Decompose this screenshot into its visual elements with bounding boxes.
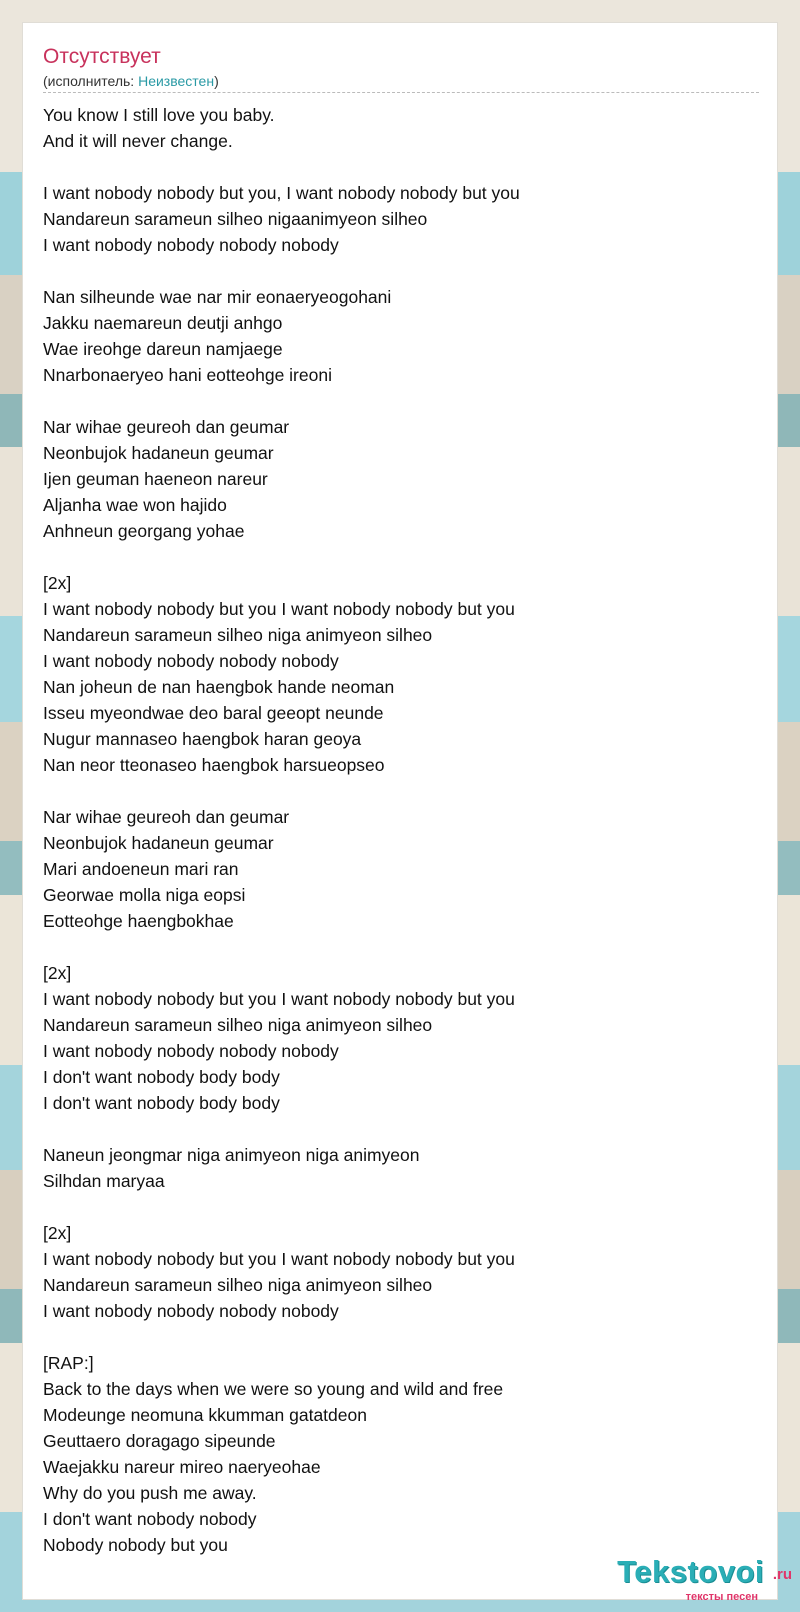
lyric-line: I don't want nobody body body: [43, 1067, 280, 1087]
lyric-blank-line: [43, 544, 763, 570]
artist-prefix: (исполнитель:: [43, 73, 139, 89]
lyrics-card: [22, 22, 778, 1600]
lyric-line: I want nobody nobody but you I want nobody nobody but you: [43, 599, 515, 619]
lyric-line: I want nobody nobody but you I want nobody nobody but you: [43, 1249, 515, 1269]
lyric-line: And it will never change.: [43, 131, 233, 151]
lyric-line: [2x]: [43, 573, 72, 593]
lyric-line: [RAP:]: [43, 1353, 94, 1373]
song-title: Отсутствует: [43, 45, 161, 68]
lyric-line: Nugur mannaseo haengbok haran geoya: [43, 729, 362, 749]
lyric-line: I don't want nobody nobody: [43, 1509, 257, 1529]
lyric-line: I want nobody nobody nobody nobody: [43, 1041, 339, 1061]
lyric-blank-line: [43, 934, 763, 960]
lyric-line: Nan silheunde wae nar mir eonaeryeogohani: [43, 287, 392, 307]
lyric-line: I don't want nobody body body: [43, 1093, 280, 1113]
lyric-line: I want nobody nobody nobody nobody: [43, 651, 339, 671]
lyric-line: Waejakku nareur mireo naeryeohae: [43, 1457, 321, 1477]
logo-tld: .ru: [772, 1566, 792, 1583]
lyric-blank-line: [43, 154, 763, 180]
lyric-line: Geuttaero doragago sipeunde: [43, 1431, 276, 1451]
lyric-line: Nandareun sarameun silheo niga animyeon silheo: [43, 1015, 433, 1035]
lyric-blank-line: [43, 1324, 763, 1350]
lyric-line: Nandareun sarameun silheo nigaanimyeon silheo: [43, 209, 428, 229]
lyric-line: Isseu myeondwae deo baral geeopt neunde: [43, 703, 384, 723]
lyric-line: Mari andoeneun mari ran: [43, 859, 239, 879]
lyrics-text: [43, 102, 763, 1558]
lyric-blank-line: [43, 388, 763, 414]
lyric-line: Nar wihae geureoh dan geumar: [43, 417, 290, 437]
lyric-blank-line: [43, 1194, 763, 1220]
lyric-line: Anhneun georgang yohae: [43, 521, 245, 541]
lyric-line: Georwae molla niga eopsi: [43, 885, 246, 905]
lyric-line: Aljanha wae won hajido: [43, 495, 227, 515]
lyric-line: Eotteohge haengbokhae: [43, 911, 234, 931]
site-logo[interactable]: [592, 1554, 792, 1604]
lyric-line: I want nobody nobody nobody nobody: [43, 1301, 339, 1321]
lyric-line: Nandareun sarameun silheo niga animyeon silheo: [43, 1275, 433, 1295]
lyric-blank-line: [43, 778, 763, 804]
title-divider: [43, 92, 759, 93]
logo-tagline: тексты песен: [685, 1591, 758, 1603]
lyric-line: I want nobody nobody nobody nobody: [43, 235, 339, 255]
lyric-line: Silhdan maryaa: [43, 1171, 165, 1191]
lyric-line: I want nobody nobody but you, I want nobody nobody but you: [43, 183, 520, 203]
lyric-line: You know I still love you baby.: [43, 105, 275, 125]
lyric-line: Why do you push me away.: [43, 1483, 257, 1503]
lyric-line: Back to the days when we were so young and wild and free: [43, 1379, 504, 1399]
lyric-line: Ijen geuman haeneon nareur: [43, 469, 268, 489]
lyric-line: Wae ireohge dareun namjaege: [43, 339, 283, 359]
lyric-line: Modeunge neomuna kkumman gatatdeon: [43, 1405, 367, 1425]
lyric-blank-line: [43, 258, 763, 284]
lyric-blank-line: [43, 1116, 763, 1142]
lyric-line: Nan neor tteonaseo haengbok harsueopseo: [43, 755, 385, 775]
artist-line: [43, 73, 219, 89]
lyric-line: Nnarbonaeryeo hani eotteohge ireoni: [43, 365, 332, 385]
lyric-line: Jakku naemareun deutji anhgo: [43, 313, 283, 333]
lyric-line: Nobody nobody but you: [43, 1535, 228, 1555]
artist-link[interactable]: Неизвестен: [138, 73, 215, 89]
logo-wordmark: Tekstovoi: [617, 1554, 764, 1589]
lyric-line: [2x]: [43, 963, 72, 983]
lyric-line: I want nobody nobody but you I want nobody nobody but you: [43, 989, 515, 1009]
lyric-line: Neonbujok hadaneun geumar: [43, 443, 274, 463]
artist-suffix: ): [214, 73, 219, 89]
lyric-line: [2x]: [43, 1223, 72, 1243]
lyric-line: Nan joheun de nan haengbok hande neoman: [43, 677, 395, 697]
lyric-line: Naneun jeongmar niga animyeon niga animyeon: [43, 1145, 420, 1165]
lyric-line: Neonbujok hadaneun geumar: [43, 833, 274, 853]
lyric-line: Nandareun sarameun silheo niga animyeon silheo: [43, 625, 433, 645]
lyric-line: Nar wihae geureoh dan geumar: [43, 807, 290, 827]
